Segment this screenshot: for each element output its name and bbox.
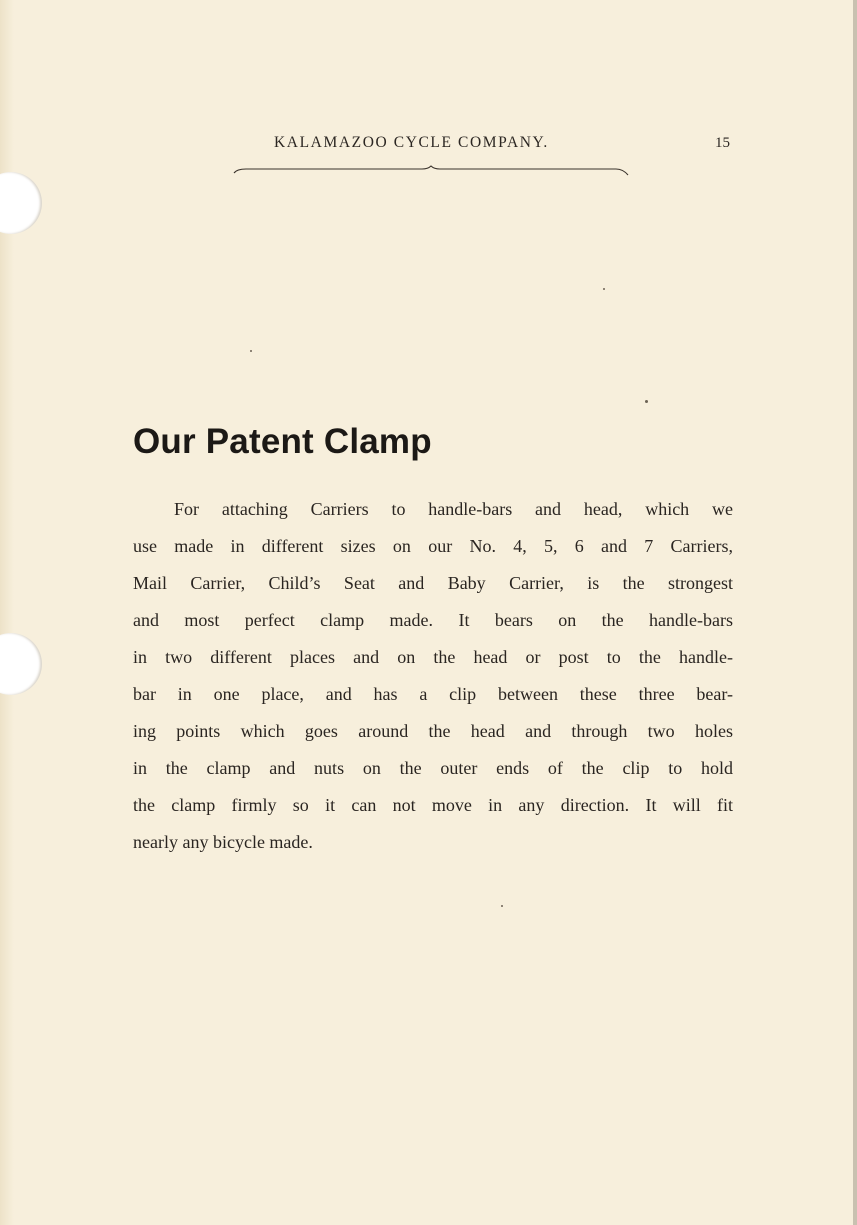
paper-speck: [603, 288, 605, 290]
body-line: For attaching Carriers to handle-bars and head, which we: [174, 499, 733, 519]
binding-hole-lower: [0, 633, 42, 695]
page-number: 15: [715, 135, 730, 151]
binding-hole-upper: [0, 172, 42, 234]
body-paragraph: [133, 496, 733, 866]
body-line: in two different places and on the head or post to the handle-: [133, 647, 733, 667]
decorative-rule: [232, 164, 630, 178]
body-line: ing points which goes around the head and through two holes: [133, 721, 733, 741]
body-line: the clamp firmly so it can not move in any direction. It will fit: [133, 795, 733, 815]
section-heading: Our Patent Clamp: [133, 422, 432, 461]
body-line: and most perfect clamp made. It bears on the handle-bars: [133, 610, 733, 630]
paper-speck: [250, 350, 252, 352]
running-head-title: KALAMAZOO CYCLE COMPANY.: [274, 134, 549, 151]
body-line: bar in one place, and has a clip between these three bear-: [133, 684, 733, 704]
page-right-edge: [853, 0, 857, 1225]
paper-speck: [645, 400, 648, 403]
paper-speck: [501, 905, 503, 907]
running-head: [0, 134, 857, 158]
body-line: Mail Carrier, Child’s Seat and Baby Carrier, is the strongest: [133, 573, 733, 593]
body-line: nearly any bicycle made.: [133, 832, 313, 852]
body-line: in the clamp and nuts on the outer ends of the clip to hold: [133, 758, 733, 778]
body-line: use made in different sizes on our No. 4, 5, 6 and 7 Carriers,: [133, 536, 733, 556]
